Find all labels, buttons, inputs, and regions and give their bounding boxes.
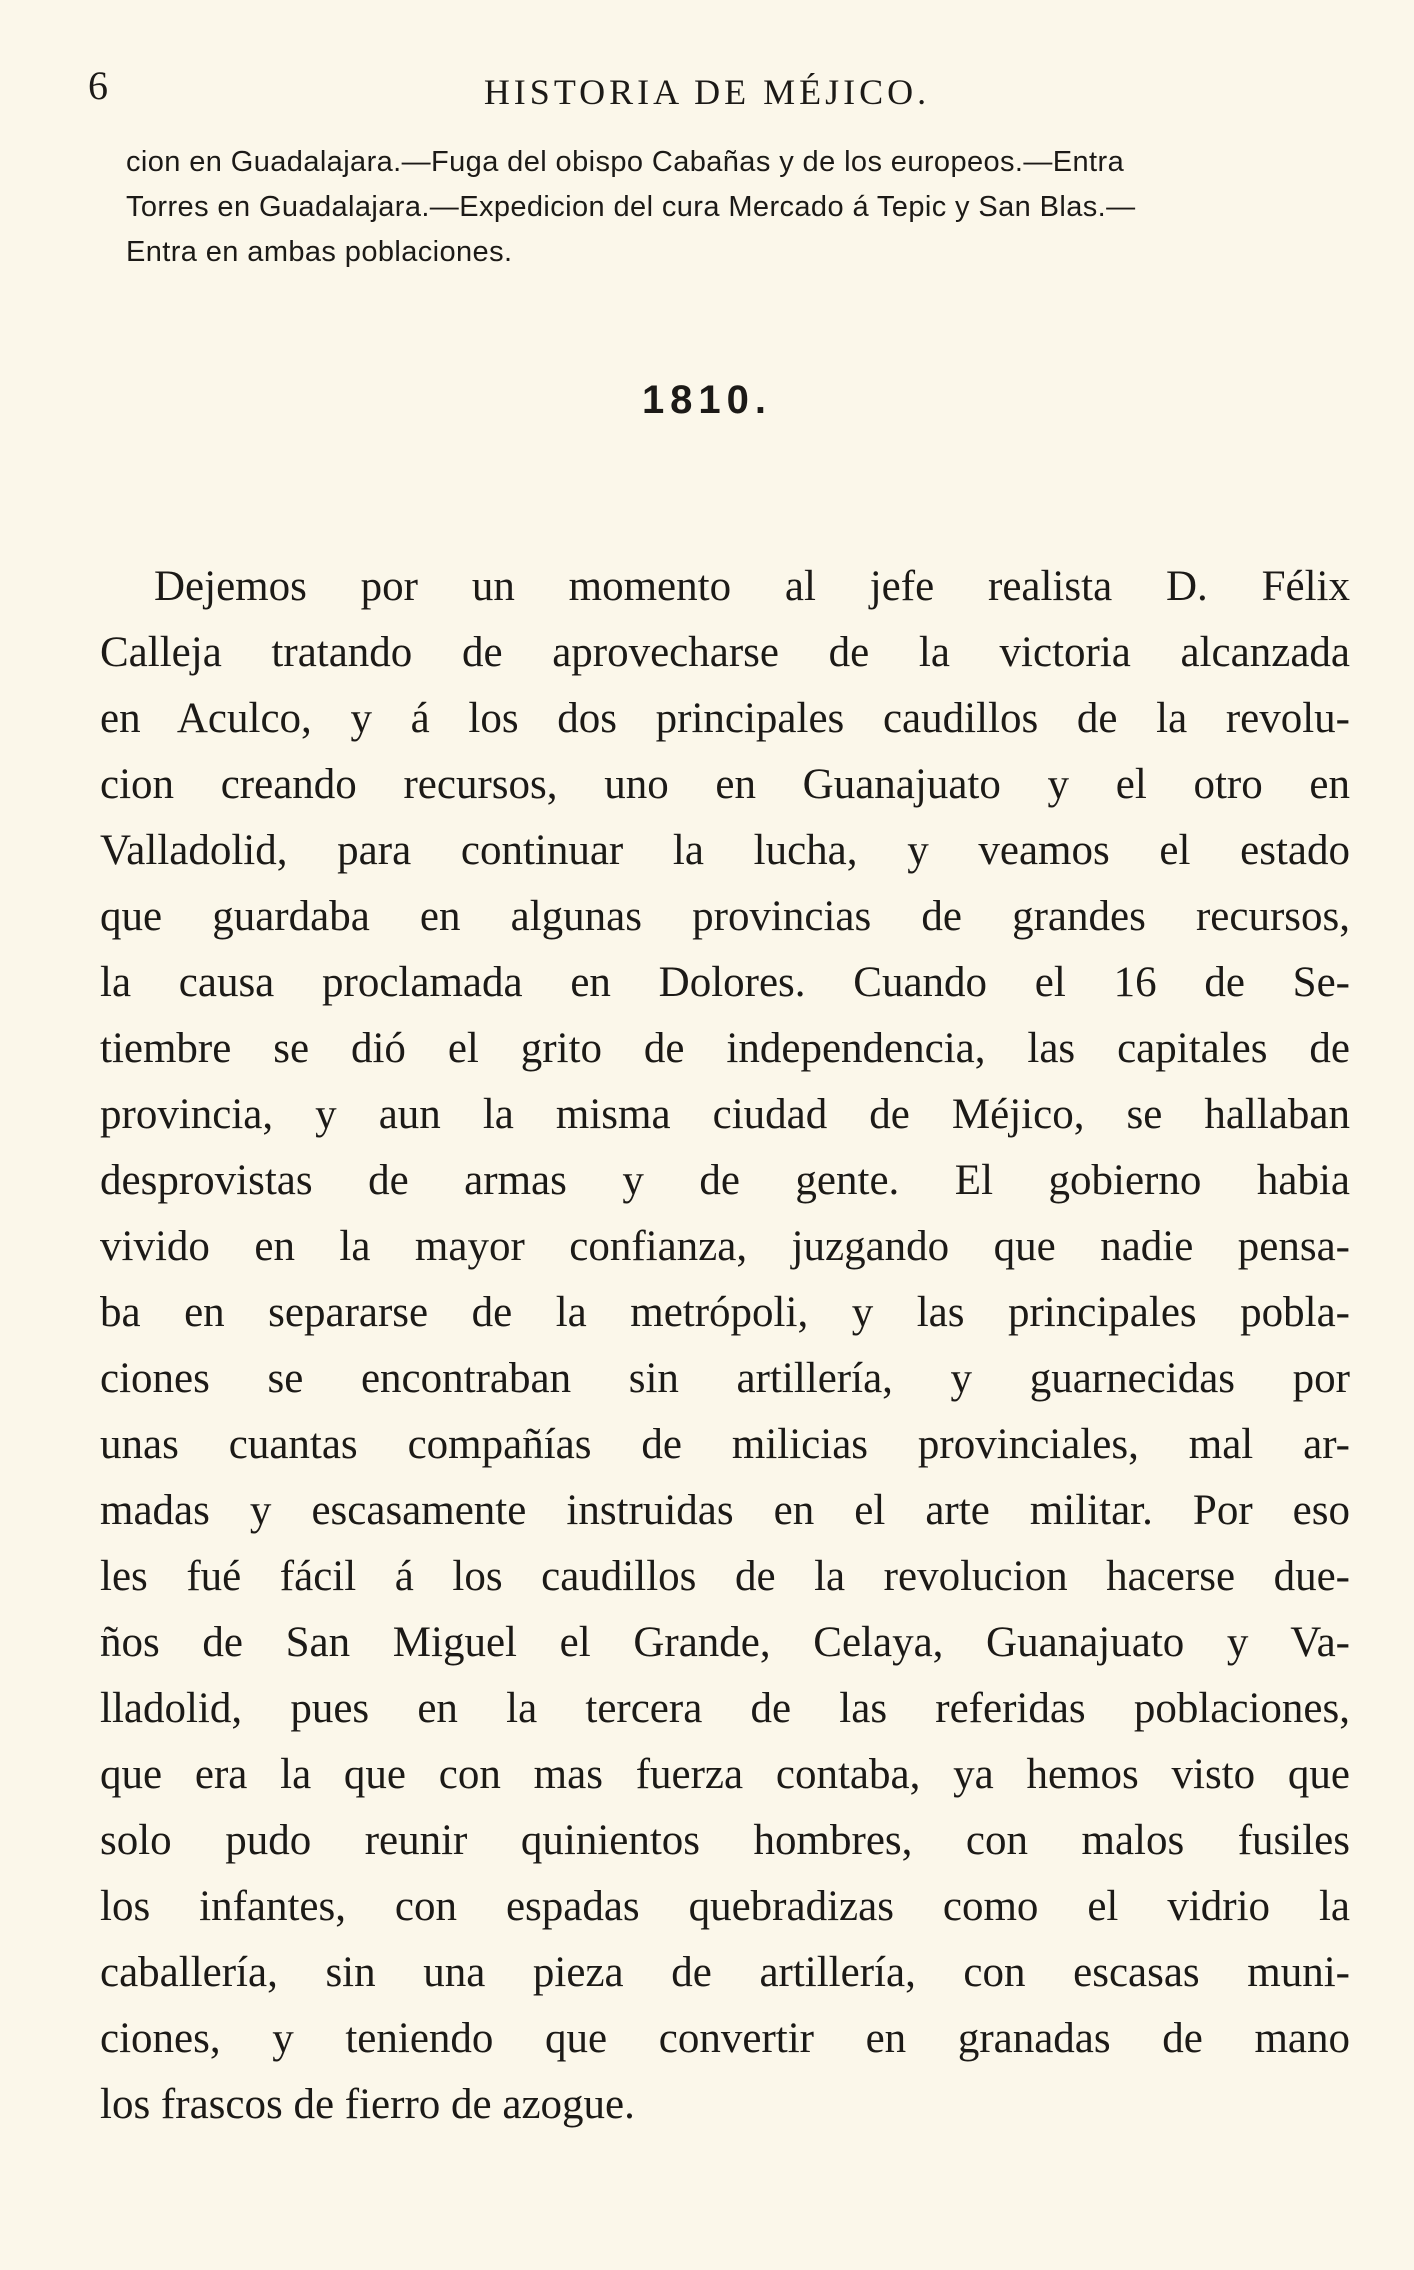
paragraph-line: caballería, sin una pieza de artillería, con escasas muni- [100,1949,1350,1996]
paragraph-line: tiembre se dió el grito de independencia, las capitales de [100,1025,1350,1072]
year-heading: 1810. [641,378,773,422]
paragraph-line: les fué fácil á los caudillos de la revolucion hacerse due- [100,1553,1350,1600]
page-number: 6 [88,63,108,108]
paragraph-line: provincia, y aun la misma ciudad de Méjico, se hallaban [100,1091,1350,1138]
paragraph-line: lladolid, pues en la tercera de las referidas poblaciones, [100,1685,1350,1732]
paragraph-line: unas cuantas compañías de milicias provinciales, mal ar- [100,1421,1350,1468]
paragraph-line: ciones, y teniendo que convertir en granadas de mano [100,2015,1350,2062]
summary-line: cion en Guadalajara.—Fuga del obispo Cabañas y de los europeos.—Entra [126,146,1125,178]
paragraph-line: madas y escasamente instruidas en el arte militar. Por eso [100,1487,1350,1534]
body-paragraph [100,554,1350,2138]
paragraph-line: los infantes, con espadas quebradizas como el vidrio la [100,1883,1350,1930]
running-title: HISTORIA DE MÉJICO. [483,72,931,112]
paragraph-line: en Aculco, y á los dos principales caudillos de la revolu- [100,695,1350,742]
paragraph-line: desprovistas de armas y de gente. El gobierno habia [100,1157,1350,1204]
summary-line: Entra en ambas poblaciones. [126,236,513,268]
paragraph-line: ciones se encontraban sin artillería, y guarnecidas por [100,1355,1350,1402]
paragraph-line: ños de San Miguel el Grande, Celaya, Guanajuato y Va- [100,1619,1350,1666]
chapter-summary [126,140,1346,275]
paragraph-line: la causa proclamada en Dolores. Cuando el 16 de Se- [100,959,1350,1006]
paragraph-line: vivido en la mayor confianza, juzgando que nadie pensa- [100,1223,1350,1270]
paragraph-line: que era la que con mas fuerza contaba, ya hemos visto que [100,1751,1350,1798]
paragraph-line: Dejemos por un momento al jefe realista D. Félix [154,563,1350,610]
paragraph-line: los frascos de fierro de azogue. [100,2081,635,2128]
summary-line: Torres en Guadalajara.—Expedicion del cura Mercado á Tepic y San Blas.— [126,191,1136,223]
paragraph-line: Valladolid, para continuar la lucha, y veamos el estado [100,827,1350,874]
paragraph-line: que guardaba en algunas provincias de grandes recursos, [100,893,1350,940]
paragraph-line: ba en separarse de la metrópoli, y las principales pobla- [100,1289,1350,1336]
paragraph-line: Calleja tratando de aprovecharse de la victoria alcanzada [100,629,1350,676]
paragraph-line: cion creando recursos, uno en Guanajuato y el otro en [100,761,1350,808]
paragraph-line: solo pudo reunir quinientos hombres, con malos fusiles [100,1817,1350,1864]
